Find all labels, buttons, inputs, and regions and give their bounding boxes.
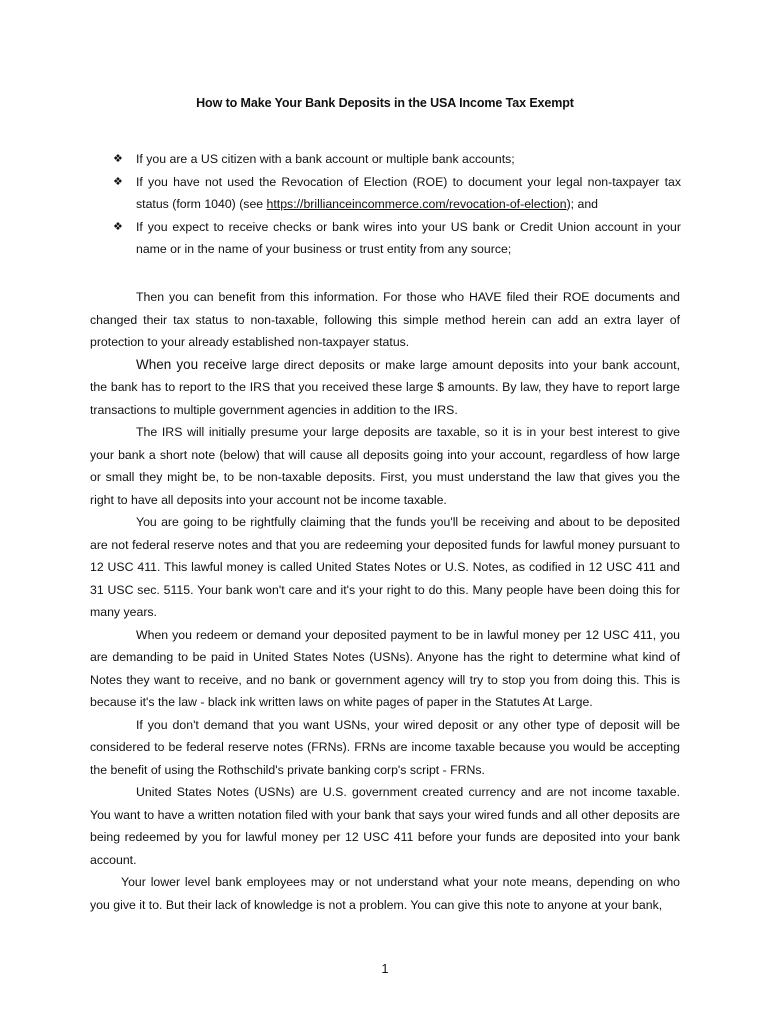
document-title: How to Make Your Bank Deposits in the USA Income Tax Exempt <box>196 96 574 110</box>
bullet-text: If you expect to receive checks or bank wires into your US bank or Credit Union account in your name or in the name of your business or trust entity from any source; <box>136 219 681 256</box>
body-text <box>90 286 680 916</box>
paragraph-employees: Your lower level bank employees may or not understand what your note means, depending on who you give it to. But their lack of knowledge is not a problem. You can give this note to anyone at your bank, <box>90 875 680 912</box>
diamond-fleuron-icon: ❖ <box>113 153 123 165</box>
paragraph-redeem: When you redeem or demand your deposited payment to be in lawful money per 12 USC 411, you are demanding to be paid in United States Notes (USNs). Anyone has the right to determine what kind of Notes they want to receive, and no bank or government agency will try to stop you from doing this. This is because it's the law - black ink written laws on white pages of paper in the Statutes At Large. <box>90 627 680 709</box>
paragraph-lead: When you receive <box>136 356 247 372</box>
bullet-item <box>113 171 681 216</box>
paragraph-intro: Then you can benefit from this information. For those who HAVE filed their ROE documents and changed their tax status to non-taxable, following this simple method herein can add an extra layer of protection to your already established non-taxpayer status. <box>90 290 680 349</box>
bullet-text: If you are a US citizen with a bank account or multiple bank accounts; <box>136 152 515 166</box>
bullet-text-end: ); and <box>566 197 599 211</box>
paragraph-usns: United States Notes (USNs) are U.S. government created currency and are not income taxable. You want to have a written notation filed with your bank that says your wired funds and all other deposits are being redeemed by you for lawful money per 12 USC 411 before your funds are deposited into your bank account. <box>90 785 680 867</box>
paragraph-rest: large direct deposits or make large amount deposits into your bank account, the bank has to report to the IRS that you received these large $ amounts. By law, they have to report large transactions to multiple government agencies in addition to the IRS. <box>90 357 680 417</box>
bullet-item <box>113 216 681 261</box>
page-number: 1 <box>381 962 389 976</box>
diamond-fleuron-icon: ❖ <box>113 220 123 233</box>
bullet-item <box>113 148 681 171</box>
diamond-fleuron-icon: ❖ <box>113 175 123 188</box>
paragraph-bank-reporting <box>90 354 680 422</box>
paragraph-claim: You are going to be rightfully claiming that the funds you'll be receiving and about to be deposited are not federal reserve notes and that you are redeeming your deposited funds for lawful money pursuant to 12 USC 411. This lawful money is called United States Notes or U.S. Notes, as codified in 12 USC 411 and 31 USC sec. 5115. Your bank won't care and it's your right to do this. Many people have been doing this for many years. <box>90 515 680 619</box>
revocation-link[interactable]: https://brillianceincommerce.com/revocation-of-election <box>266 197 567 211</box>
bullet-list <box>113 148 681 261</box>
paragraph-irs-presume: The IRS will initially presume your large deposits are taxable, so it is in your best interest to give your bank a short note (below) that will cause all deposits going into your account, regardless of how large or small they might be, to be non-taxable deposits. First, you must understand the law that gives you the right to have all deposits into your account not be income taxable. <box>90 425 680 507</box>
paragraph-frns: If you don't demand that you want USNs, your wired deposit or any other type of deposit will be considered to be federal reserve notes (FRNs). FRNs are income taxable because you would be accepting the benefit of using the Rothschild's private banking corp's script - FRNs. <box>90 717 680 777</box>
bullet-text: If you have not used the Revocation of Election (ROE) to document your legal non-taxpayer tax status (form 1040) (see <box>136 174 681 211</box>
